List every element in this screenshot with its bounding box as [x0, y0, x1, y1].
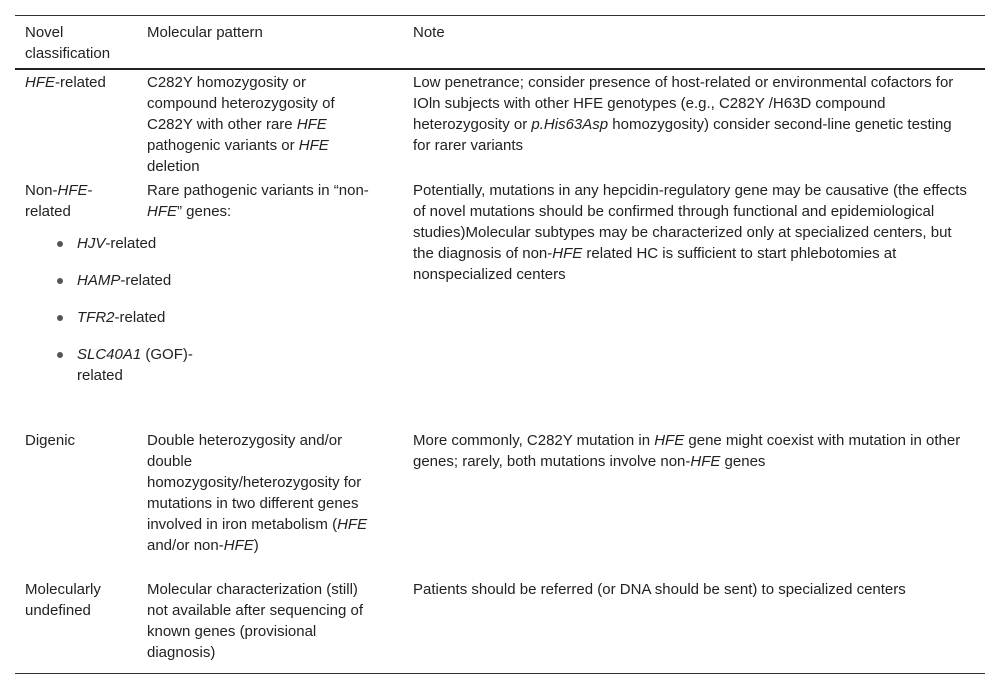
- cell-molecular-pattern: Double heterozygosity and/or double homozygosity/heterozygosity for mutations in two different genes involved in iron metabolism (HFE and/or non-HFE): [147, 432, 368, 554]
- bullet-icon: [57, 241, 63, 247]
- bullet-icon: [57, 278, 63, 284]
- cell-molecular-pattern: Rare pathogenic variants in “non-HFE” genes:: [147, 182, 369, 220]
- cell-molecular-pattern: C282Y homozygosity or compound heterozygosity of C282Y with other rare HFE pathogenic variants or HFE deletion: [147, 74, 335, 175]
- list-item: SLC40A1 (GOF)-related: [55, 344, 225, 386]
- bullet-icon: [57, 352, 63, 358]
- table-row-hfe-related: [15, 70, 985, 178]
- header-note: Note: [413, 24, 445, 41]
- table-bottom-rule: [15, 673, 985, 674]
- table-row-non-hfe-related: [15, 178, 985, 428]
- classification-table: [15, 15, 985, 674]
- list-item: TFR2-related: [55, 307, 225, 328]
- cell-note: Low penetrance; consider presence of host-related or environmental cofactors for IOln subjects with other HFE genotypes (e.g., C282Y /H63D compound heterozygosity or p.His63Asp homozygosity) consider second-line genetic testing for rarer variants: [413, 74, 954, 154]
- bullet-icon: [57, 315, 63, 321]
- header-molecular-pattern: Molecular pattern: [147, 24, 263, 41]
- header-classification: Novel classification: [25, 24, 111, 62]
- variant-gene-list: [55, 233, 225, 402]
- cell-note: Potentially, mutations in any hepcidin-regulatory gene may be causative (the effects of novel mutations should be confirmed through functional and epidemiological studies)Molecular subtypes may be characterized only at specialized centers, but the diagnosis of non-HFE related HC is sufficient to start phlebotomies at nonspecialized centers: [413, 182, 967, 283]
- list-item: HAMP-related: [55, 270, 225, 291]
- cell-classification: Digenic: [25, 432, 76, 449]
- table-row-digenic: [15, 428, 985, 577]
- cell-classification: HFE-related: [25, 74, 106, 91]
- cell-note: More commonly, C282Y mutation in HFE gene might coexist with mutation in other genes; rarely, both mutations involve non-HFE genes: [413, 432, 961, 470]
- cell-molecular-pattern: Molecular characterization (still) not available after sequencing of known genes (provisional diagnosis): [147, 581, 363, 661]
- cell-classification: Molecularly undefined: [25, 581, 101, 619]
- cell-note: Patients should be referred (or DNA should be sent) to specialized centers: [413, 581, 906, 598]
- table-header-row: [15, 16, 985, 68]
- cell-classification: Non-HFE-related: [25, 182, 93, 220]
- table-row-molecularly-undefined: [15, 577, 985, 673]
- list-item: HJV-related: [55, 233, 225, 254]
